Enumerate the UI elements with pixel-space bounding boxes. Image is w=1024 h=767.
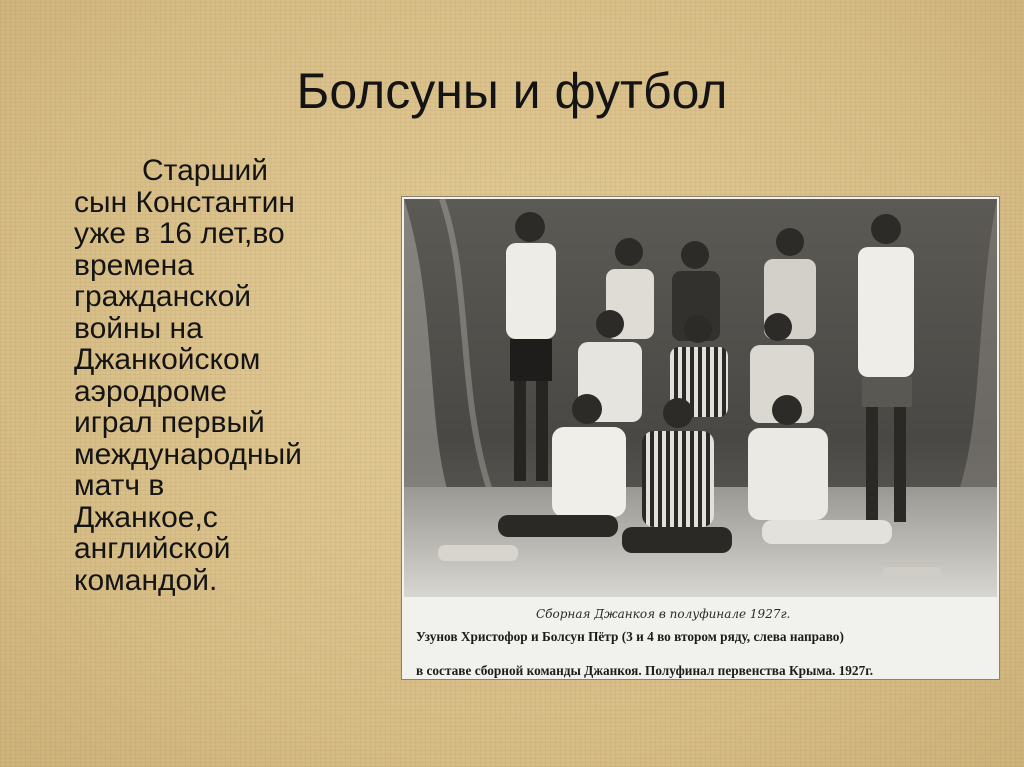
- paragraph-line: Старший: [142, 154, 269, 187]
- photo-handwritten-note: Сборная Джанкоя в полуфинале 1927г.: [536, 607, 791, 621]
- slide-title: Болсуны и футбол: [296, 63, 728, 119]
- paragraph-line: играл первый: [74, 406, 265, 439]
- paragraph-line: Джанкойском: [74, 343, 261, 376]
- paragraph-line: Джанкое,с: [74, 500, 218, 534]
- paragraph-line: английской: [74, 532, 231, 565]
- photo-caption-line-1: Узунов Христофор и Болсун Пётр (3 и 4 во втором ряду, слева направо): [416, 629, 844, 644]
- paragraph-line: командой.: [74, 563, 218, 597]
- paragraph-line: сын Константин: [74, 185, 295, 219]
- paragraph-line: войны на: [74, 311, 203, 345]
- paragraph-line: гражданской: [74, 280, 252, 313]
- paragraph-line: аэродроме: [74, 374, 227, 408]
- body-paragraph: [74, 155, 374, 596]
- paragraph-line: времена: [74, 248, 194, 282]
- paragraph-line: международный: [74, 437, 302, 471]
- paragraph-line: матч в: [74, 469, 165, 502]
- photo-caption-line-2: в составе сборной команды Джанкоя. Полуфинал первенства Крыма. 1927г.: [416, 663, 874, 678]
- paragraph-line: уже в 16 лет,во: [74, 217, 285, 250]
- team-photo: [401, 196, 1000, 680]
